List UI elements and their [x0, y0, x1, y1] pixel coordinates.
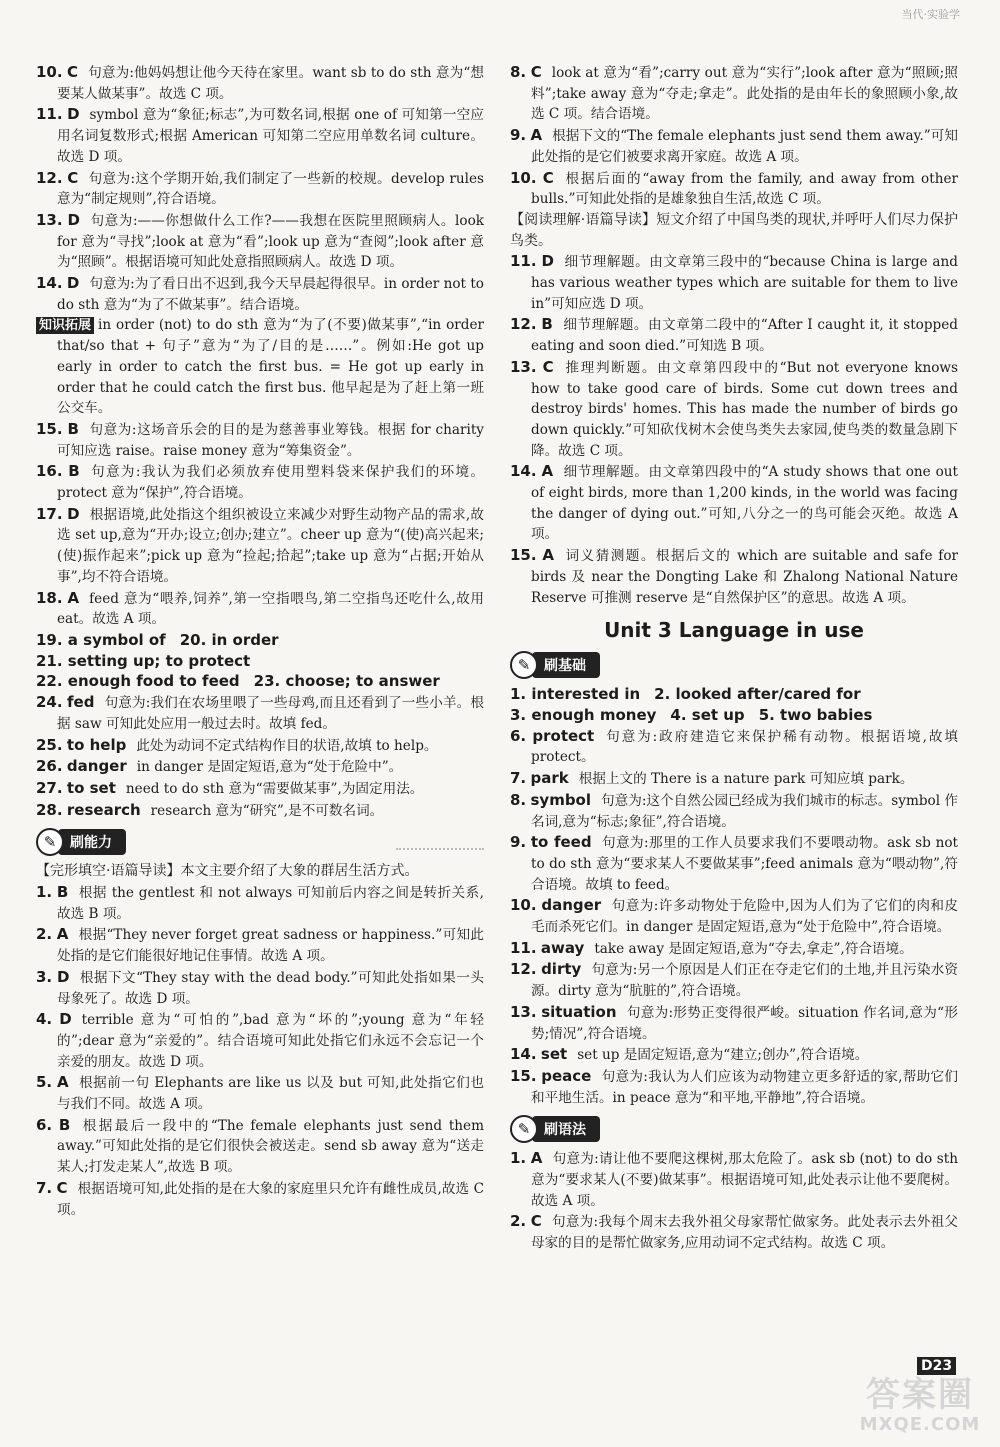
- answer-entry: [36, 967, 484, 1009]
- question-number: 6.: [510, 726, 527, 745]
- answer-entry: [510, 768, 958, 790]
- answer-entry: [36, 1072, 484, 1114]
- explanation-text: 句意为:我每个周末去我外祖父母家帮忙做家务。此处表示去外祖父母家的目的是帮忙做家务,应用动词不定式结构。故选 C 项。: [531, 1214, 959, 1252]
- answer-entry: [510, 726, 958, 768]
- answer-entry: [510, 1066, 958, 1108]
- answer-group-cloze-continued: [510, 62, 958, 210]
- explanation-text: 句意为:这个自然公园已经成为我们城市的标志。symbol 作名词,意为“标志;象征”,符合语境。: [531, 792, 958, 830]
- answer-line: [36, 651, 484, 672]
- question-number: 12.: [36, 168, 63, 187]
- answer-segment: 1. interested in: [510, 685, 641, 704]
- question-number: 7.: [510, 769, 527, 788]
- explanation-text: 推理判断题。由文章第四段中的“But not everyone knows how to take good care of birds. Some cut down trees and destroy birds' homes. This has made the number of birds go down quickly.”可知砍伐树木会使鸟类失去家园,使鸟类的数量急剧下降。故选 C 项。: [531, 359, 958, 459]
- answer-line: [36, 671, 484, 692]
- question-number: 13.: [510, 357, 537, 376]
- answer-entry: [36, 419, 484, 461]
- answer-key: peace: [541, 1066, 592, 1085]
- basic-answer-lines: [510, 684, 958, 725]
- explanation-text: 句意为:那里的工作人员要求我们不要喂动物。ask sb not to do sth 意为“要求某人不要做某事”;feed animals 意为“喂动物”,符合语境。故填 to feed。: [531, 835, 958, 893]
- answer-entry: [36, 924, 484, 966]
- answer-line: [36, 630, 484, 651]
- explanation-text: 句意为:许多动物处于危险中,因为人们为了它们的肉和皮毛而杀死它们。in danger 是固定短语,意为“处于危险中”,符合语境。: [531, 898, 958, 936]
- answer-entry: [510, 357, 958, 462]
- question-number: 3.: [36, 967, 53, 986]
- answer-key: situation: [541, 1002, 617, 1021]
- question-number: 10.: [510, 168, 537, 187]
- answer-entry: [510, 790, 958, 832]
- answer-key: D: [56, 967, 70, 986]
- answer-key: A: [56, 925, 69, 944]
- question-number: 15.: [510, 1066, 537, 1085]
- answer-key: to help: [66, 735, 127, 754]
- answer-line: [510, 684, 958, 705]
- answer-key: C: [542, 168, 554, 187]
- answer-key: D: [67, 504, 80, 523]
- explanation-text: 句意为:我认为人们应该为动物建立更多舒适的家,帮助它们和平地生活。in peace 意为“和平地,平静地”,符合语境。: [531, 1068, 958, 1106]
- right-column: [510, 62, 958, 1254]
- question-number: 14.: [36, 274, 63, 293]
- answer-key: D: [67, 210, 80, 229]
- question-number: 8.: [510, 790, 527, 809]
- answer-key: park: [530, 769, 569, 788]
- answer-entry: [36, 692, 484, 734]
- answer-key: C: [67, 63, 79, 81]
- section-badge-label: 刷语法: [532, 1116, 600, 1142]
- question-number: 25.: [36, 735, 63, 754]
- answer-group-reading: [510, 251, 958, 608]
- question-number: 10.: [36, 63, 63, 81]
- explanation-text: terrible 意为“可怕的”,bad 意为“坏的”;young 意为“年轻的”;dear 意为“亲爱的”。结合语境可知此处指它们永远不会忘记一个亲爱的朋友。故选 D 项。: [57, 1012, 485, 1070]
- explanation-text: 句意为:这场音乐会的目的是为慈善事业筹钱。根据 for charity 可知应选 raise。raise money 意为“筹集资金”。: [57, 421, 484, 459]
- answer-key: B: [541, 315, 553, 334]
- answer-entry: [510, 62, 958, 125]
- answer-key: A: [530, 1149, 543, 1168]
- answer-key: A: [541, 462, 554, 481]
- explanation-text: feed 意为“喂养,饲养”,第一空指喂鸟,第二空指鸟还吃什么,故用 eat。故选 A 项。: [57, 590, 485, 628]
- question-number: 26.: [36, 757, 63, 776]
- question-number: 1.: [36, 883, 53, 902]
- answer-key: D: [66, 274, 80, 293]
- explanation-text: 细节理解题。由文章第二段中的“After I caught it, it stopped eating and soon died.”可知选 B 项。: [531, 317, 958, 355]
- question-number: 9.: [510, 126, 527, 145]
- answer-entry: [36, 800, 484, 822]
- answer-entry: [510, 125, 958, 167]
- section-badge-grammar: [510, 1114, 958, 1144]
- question-number: 8.: [510, 63, 527, 81]
- question-number: 15.: [36, 419, 63, 438]
- explanation-text: in danger 是固定短语,意为“处于危险中”。: [136, 759, 403, 776]
- explanation-text: 根据“They never forget great sadness or happiness.”可知此处指的是它们能很好地记住事情。故选 A 项。: [57, 927, 484, 965]
- answer-key: away: [540, 938, 585, 957]
- answer-key: A: [56, 1073, 69, 1092]
- answer-entry: [510, 1211, 958, 1253]
- section-badge-ability: [36, 827, 484, 857]
- knowledge-extension: [36, 315, 484, 419]
- answer-key: protect: [532, 726, 595, 745]
- answer-key: to set: [66, 778, 116, 797]
- answer-segment: 4. set up: [670, 705, 745, 724]
- dotted-divider: [396, 834, 484, 850]
- answer-entry: [36, 273, 484, 315]
- question-number: 18.: [36, 588, 63, 607]
- explanation-text: 句意为:这个学期开始,我们制定了一些新的校规。develop rules 意为“制定规则”,符合语境。: [57, 170, 484, 208]
- explanation-text: 句意为:我认为我们必须放弃使用塑料袋来保护我们的环境。protect 意为“保护”,符合语境。: [57, 464, 484, 502]
- answer-entry: [510, 461, 958, 545]
- answer-segment: 5. two babies: [758, 705, 873, 724]
- unit-title: Unit 3 Language in use: [604, 618, 864, 643]
- explanation-text: 句意为:为了看日出不迟到,我今天早晨起得很早。in order not to do sth 意为“为了不做某事”。结合语境。: [57, 276, 484, 313]
- answer-key: A: [67, 588, 80, 607]
- answer-entry: [36, 756, 484, 778]
- answer-entry: [36, 104, 484, 167]
- explanation-text: look at 意为“看”;carry out 意为“实行”;look after 意为“照顾;照料”;take away 意为“夺走;拿走”。此处指的是由年长的象照顾小象,故选 C 项。结合语境。: [531, 65, 958, 123]
- answer-entry: [510, 314, 958, 356]
- left-column: [36, 62, 484, 1220]
- answer-key: C: [530, 63, 542, 81]
- knowledge-extension-text: in order (not) to do sth 意为“为了(不要)做某事”,“in order that/so that + 句子”意为“为了/目的是……”。例如:He got up early in order to catch the first bus. = He got up early in order that he could catch the first bus. 他早起是为了赶上第一班公交车。: [57, 317, 484, 417]
- answer-group-cloze: [36, 882, 484, 1220]
- question-number: 7.: [36, 1178, 53, 1197]
- answer-entry: [36, 882, 484, 924]
- explanation-text: 根据语境可知,此处指的是在大象的家庭里只允许有雌性成员,故选 C 项。: [57, 1180, 484, 1218]
- answer-key: symbol: [530, 790, 592, 809]
- question-number: 15.: [510, 546, 537, 565]
- explanation-text: 根据上文的 There is a nature park 可知应填 park。: [578, 771, 914, 788]
- answer-entry: [510, 938, 958, 960]
- answer-segment: 3. enough money: [510, 705, 657, 724]
- answer-entry: [36, 62, 484, 104]
- question-number: 11.: [36, 105, 63, 124]
- answer-key: research: [66, 800, 141, 819]
- explanation-text: need to do sth 意为“需要做某事”,为固定用法。: [125, 780, 424, 797]
- answer-key: dirty: [541, 960, 582, 979]
- answer-group-vocab: [36, 62, 484, 315]
- explanation-text: 句意为:另一个原因是人们正在夺走它们的土地,并且污染水资源。dirty 意为“肮脏的”,符合语境。: [531, 962, 958, 1000]
- explanation-text: symbol 意为“象征;标志”,为可数名词,根据 one of 可知第一空应用名词复数形式;根据 American 可知第二空应用单数名词 culture。故选 D 项。: [57, 107, 484, 165]
- explanation-text: 细节理解题。由文章第三段中的“because China is large and has various weather types which are suitable for them to live in”可知应选 D 项。: [531, 254, 958, 312]
- question-number: 9.: [510, 833, 527, 852]
- watermark-line1: 答案圈: [866, 1375, 974, 1415]
- question-number: 14.: [510, 1045, 537, 1064]
- explanation-text: research 意为“研究”,是不可数名词。: [150, 802, 384, 819]
- question-number: 13.: [510, 1002, 537, 1021]
- section-badge-label: 刷基础: [532, 652, 600, 678]
- question-number: 27.: [36, 778, 63, 797]
- answer-entry: [36, 168, 484, 210]
- answer-key: A: [542, 546, 554, 565]
- answer-segment: 22. enough food to feed: [36, 672, 240, 691]
- answer-group-basic: [510, 726, 958, 1109]
- explanation-text: take away 是固定短语,意为“夺去,拿走”,符合语境。: [594, 940, 913, 957]
- answer-key: B: [68, 462, 80, 481]
- answer-key: B: [56, 883, 69, 902]
- answer-entry: [36, 778, 484, 800]
- question-number: 24.: [36, 693, 63, 712]
- watermark-logo: [850, 1376, 990, 1442]
- answer-key: D: [67, 105, 80, 124]
- answer-segment: 20. in order: [179, 630, 279, 649]
- answer-entry: [510, 251, 958, 314]
- answer-entry: [36, 735, 484, 757]
- answer-entry: [36, 588, 484, 630]
- answer-entry: [510, 1044, 958, 1066]
- answer-key: danger: [541, 896, 602, 915]
- explanation-text: 句意为:政府建造它来保护稀有动物。根据语境,故填 protect。: [531, 728, 958, 766]
- answer-key: C: [56, 1178, 68, 1197]
- answer-entry: [36, 1009, 484, 1072]
- explanation-text: 根据最后一段中的“The female elephants just send them away.”可知此处指的是它们很快会被送走。send sb away 意为“送走某人;打发走某人”,故选 B 项。: [57, 1117, 484, 1176]
- answer-line: [510, 705, 958, 726]
- question-number: 10.: [510, 896, 537, 915]
- answer-key: B: [67, 419, 79, 438]
- cloze-intro: 【完形填空·语篇导读】本文主要介绍了大象的群居生活方式。: [36, 863, 419, 880]
- explanation-text: 根据后面的“away from the family, and away from other bulls.”可知此处指的是雄象独自生活,故选 C 项。: [531, 170, 958, 208]
- answer-key: set: [540, 1045, 568, 1064]
- question-number: 14.: [510, 462, 537, 481]
- answer-segment: 23. choose; to answer: [253, 672, 440, 691]
- question-number: 1.: [510, 1149, 527, 1168]
- question-number: 2.: [36, 925, 53, 944]
- answer-entry: [510, 545, 958, 608]
- explanation-text: 词义猜测题。根据后文的 which are suitable and safe for birds 及 near the Dongting Lake 和 Zhalong National Nature Reserve 可推测 reserve 是“自然保护区”的意思。故选 A 项。: [531, 548, 958, 606]
- explanation-text: 根据下文“They stay with the dead body.”可知此处指如果一头母象死了。故选 D 项。: [57, 969, 484, 1007]
- question-number: 12.: [510, 315, 537, 334]
- question-number: 17.: [36, 504, 63, 523]
- explanation-text: set up 是固定短语,意为“建立;创办”,符合语境。: [577, 1047, 869, 1064]
- answer-key: D: [541, 252, 554, 271]
- answer-entry: [36, 1115, 484, 1178]
- answer-segment: 2. looked after/cared for: [654, 685, 861, 704]
- explanation-text: 句意为:他妈妈想让他今天待在家里。want sb to do sth 意为“想要某人做某事”。故选 C 项。: [57, 65, 484, 102]
- answer-key: fed: [67, 693, 95, 712]
- answer-group-fill: [36, 692, 484, 821]
- question-number: 2.: [510, 1212, 527, 1231]
- explanation-text: 句意为:形势正变得很严峻。situation 作名词,意为“形势;情况”,符合语境。: [531, 1004, 958, 1042]
- knowledge-extension-tag: 知识拓展: [36, 317, 94, 334]
- answer-entry: [36, 1178, 484, 1220]
- question-number: 12.: [510, 960, 537, 979]
- answer-key: D: [59, 1010, 72, 1029]
- answer-segment: 21. setting up; to protect: [36, 651, 251, 670]
- explanation-text: 根据 the gentlest 和 not always 可知前后内容之间是转折关系,故选 B 项。: [57, 885, 484, 922]
- answer-group-vocab-2: [36, 419, 484, 630]
- answer-key: C: [67, 168, 79, 187]
- question-number: 6.: [36, 1115, 53, 1134]
- question-number: 5.: [36, 1073, 53, 1092]
- answer-group-grammar: [510, 1148, 958, 1254]
- answer-key: danger: [66, 757, 127, 776]
- question-number: 11.: [510, 938, 537, 957]
- answer-segment: 19. a symbol of: [36, 630, 166, 649]
- explanation-text: 根据前一句 Elephants are like us 以及 but 可知,此处指它们也与我们不同。故选 A 项。: [57, 1075, 484, 1113]
- explanation-text: 根据下文的“The female elephants just send them away.”可知此处指的是它们被要求离开家庭。故选 A 项。: [531, 128, 958, 165]
- answer-key: C: [530, 1212, 542, 1231]
- answer-entry: [36, 461, 484, 503]
- explanation-text: 句意为:请让他不要爬这棵树,那太危险了。ask sb (not) to do sth 意为“要求某人(不要)做某事”。根据语境可知,此处表示让他不要爬树。故选 A 项。: [531, 1151, 958, 1209]
- answer-entry: [510, 895, 958, 937]
- explanation-text: 细节理解题。由文章第四段中的“A study shows that one out of eight birds, more than 1,200 kinds, in the world was facing the danger of dying out.”可知,八分之一的鸟可能会灭绝。故选 A 项。: [531, 464, 958, 543]
- page-header: 当代·实验学: [901, 8, 960, 21]
- watermark-line2: MXQE.COM: [859, 1414, 981, 1435]
- section-badge-basic: [510, 650, 958, 680]
- question-number: 16.: [36, 462, 63, 481]
- page-number: D23: [917, 1357, 956, 1375]
- pencil-icon: ✎: [510, 1115, 538, 1143]
- question-number: 28.: [36, 800, 63, 819]
- pencil-icon: ✎: [510, 651, 538, 679]
- explanation-text: 此处为动词不定式结构作目的状语,故填 to help。: [136, 737, 438, 754]
- question-number: 13.: [36, 210, 63, 229]
- answer-key: to feed: [530, 833, 592, 852]
- explanation-text: 句意为:我们在农场里喂了一些母鸡,而且还看到了一些小羊。根据 saw 可知此处应用一般过去时。故填 fed。: [57, 695, 484, 732]
- explanation-text: 句意为:——你想做什么工作?——我想在医院里照顾病人。look for 意为“寻找”;look at 意为“看”;look up 意为“查阅”;look after 意为“照顾”。根据语境可知此处意指照顾病人。故选 D 项。: [57, 212, 484, 271]
- answer-entry: [36, 210, 484, 273]
- answer-entry: [36, 504, 484, 588]
- answer-key: A: [530, 126, 543, 145]
- reading-intro: 【阅读理解·语篇导读】短文介绍了中国鸟类的现状,并呼吁人们尽力保护鸟类。: [510, 211, 958, 249]
- answer-entry: [510, 168, 958, 210]
- answer-entry: [510, 1148, 958, 1211]
- answer-entry: [510, 959, 958, 1001]
- answer-entry: [510, 1002, 958, 1044]
- explanation-text: 根据语境,此处指这个组织被设立来减少对野生动物产品的需求,故选 set up,意为“开办;设立;创办;建立”。cheer up 意为“(使)高兴起来;(使)振作起来”;pick up 意为“捡起;拾起”;take up 意为“占据;开始从事”,均不符合语境。: [57, 506, 484, 585]
- answer-key: C: [542, 357, 554, 376]
- pencil-icon: ✎: [36, 828, 64, 856]
- answer-lines-block: [36, 630, 484, 692]
- question-number: 11.: [510, 252, 537, 271]
- section-badge-label: 刷能力: [58, 829, 126, 855]
- question-number: 4.: [36, 1010, 53, 1029]
- answer-key: B: [58, 1115, 71, 1134]
- answer-entry: [510, 832, 958, 895]
